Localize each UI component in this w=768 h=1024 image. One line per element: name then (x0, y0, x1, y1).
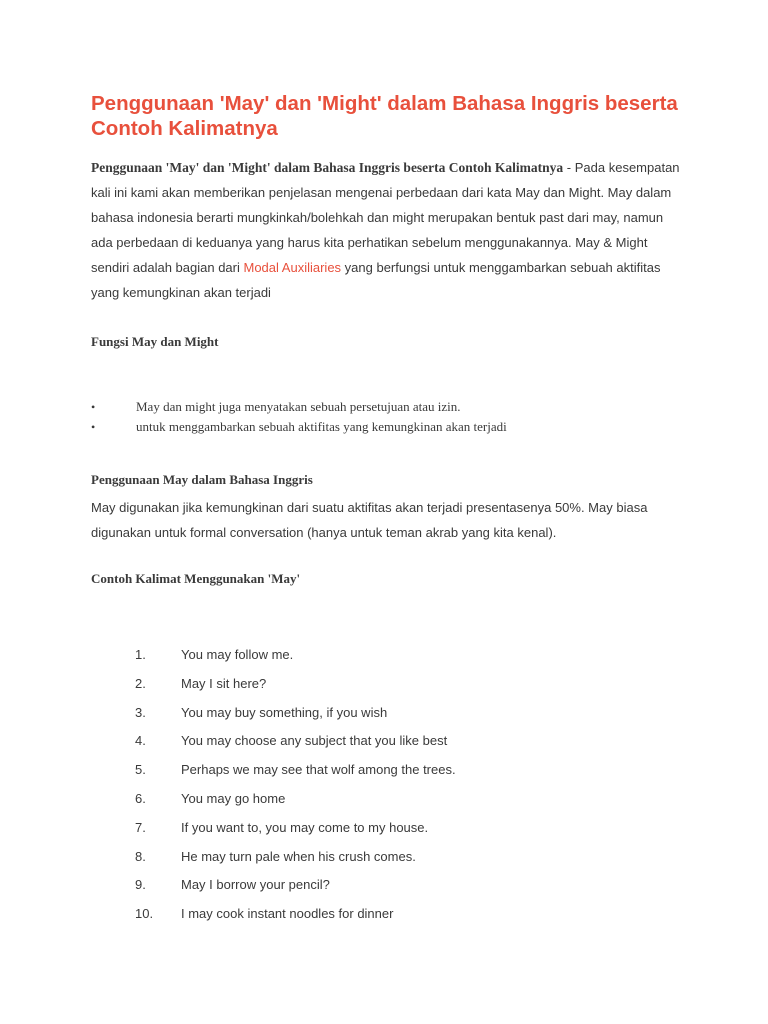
list-item (91, 758, 651, 787)
list-item (91, 397, 691, 417)
list-item-number: 2. (135, 675, 146, 691)
list-item (91, 845, 651, 874)
list-item-text: May I sit here? (181, 675, 267, 691)
examples-list (91, 643, 651, 931)
intro-paragraph (91, 155, 681, 305)
list-item-text: Perhaps we may see that wolf among the trees. (181, 762, 456, 778)
intro-text-1: - Pada kesempatan kali ini kami akan memberikan penjelasan mengenai perbedaan dari kata May dan Might. May dalam bahasa indonesia berarti mungkinkah/bolehkah dan might merupakan bentuk past dari may, namun ada perbedaan di keduanya yang harus kita perhatikan sebelum menggunakannya. May & Might sendiri adalah bagian dari (91, 160, 680, 275)
list-item-number: 8. (135, 848, 146, 864)
list-item-number: 3. (135, 704, 146, 720)
list-item-text: You may buy something, if you wish (181, 704, 388, 720)
article-title: Penggunaan 'May' dan 'Might' dalam Bahasa Inggris beserta Contoh Kalimatnya (91, 92, 678, 140)
list-item-number: 5. (135, 762, 146, 778)
list-item-text: I may cook instant noodles for dinner (181, 906, 394, 922)
list-item-number: 9. (135, 877, 146, 893)
list-item (91, 902, 651, 931)
bullet-icon: • (91, 400, 96, 414)
list-item-text: May dan might juga menyatakan sebuah persetujuan atau izin. (136, 399, 461, 414)
list-item (91, 816, 651, 845)
list-item-number: 6. (135, 790, 146, 806)
modal-auxiliaries-link[interactable]: Modal Auxiliaries (243, 260, 342, 275)
list-item (91, 729, 651, 758)
list-item-text: untuk menggambarkan sebuah aktifitas yang kemungkinan akan terjadi (136, 419, 507, 434)
intro-text-2: yang berfungsi untuk menggambarkan sebuah aktifitas yang kemungkinan akan terjadi (91, 260, 661, 300)
list-item-number: 7. (135, 819, 146, 835)
list-item (91, 672, 651, 701)
list-item-number: 4. (135, 733, 146, 749)
bullet-icon: • (91, 420, 96, 434)
heading-fungsi: Fungsi May dan Might (91, 334, 219, 349)
list-item (91, 417, 691, 437)
heading-penggunaan: Penggunaan May dalam Bahasa Inggris (91, 472, 313, 487)
list-item-text: You may follow me. (181, 647, 294, 662)
list-item (91, 643, 651, 672)
list-item-text: May I borrow your pencil? (181, 877, 330, 893)
list-item-number: 1. (135, 647, 146, 662)
list-item (91, 873, 651, 902)
list-item-text: You may choose any subject that you like best (181, 733, 448, 749)
list-item-text: He may turn pale when his crush comes. (181, 848, 416, 864)
list-item (91, 701, 651, 730)
list-item-text: If you want to, you may come to my house. (181, 819, 429, 835)
fungsi-bullet-list (91, 397, 691, 437)
heading-contoh: Contoh Kalimat Menggunakan 'May' (91, 571, 301, 586)
penggunaan-paragraph: May digunakan jika kemungkinan dari suatu aktifitas akan terjadi presentasenya 50%. May biasa digunakan untuk formal conversation (hanya untuk teman akrab yang kita kenal). (91, 500, 648, 540)
list-item (91, 787, 651, 816)
list-item-text: You may go home (181, 790, 286, 806)
list-item-number: 10. (135, 906, 154, 922)
intro-lead: Penggunaan 'May' dan 'Might' dalam Bahasa Inggris beserta Contoh Kalimatnya (91, 160, 564, 175)
